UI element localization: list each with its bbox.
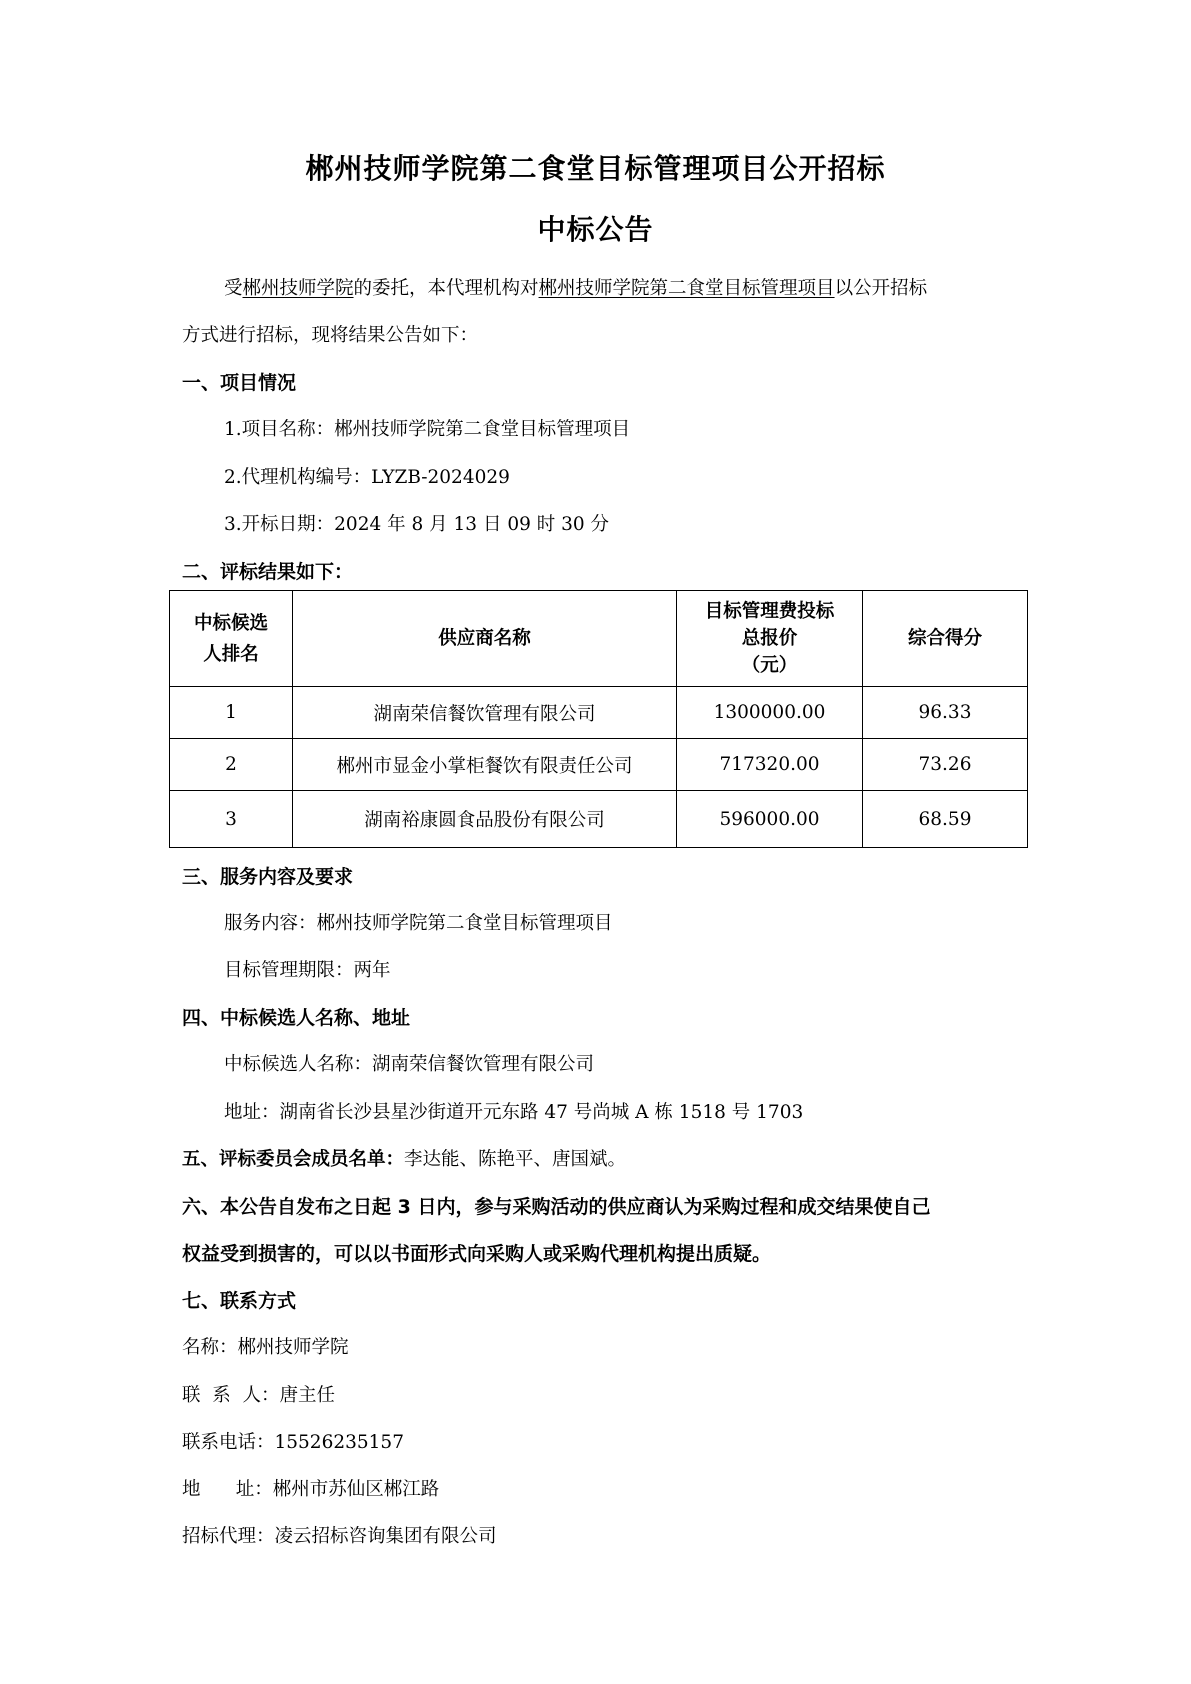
table-header-row <box>170 591 1028 687</box>
table-row <box>170 739 1028 791</box>
header-supplier: 供应商名称 <box>293 591 677 687</box>
candidate-name: 中标候选人名称：湖南荣信餐饮管理有限公司 <box>224 1054 595 1075</box>
contact-person: 联 系 人：唐主任 <box>182 1385 336 1406</box>
section-heading-contact: 七、联系方式 <box>182 1290 297 1312</box>
cell-price: 717320.00 <box>677 739 863 791</box>
section-heading-candidate: 四、中标候选人名称、地址 <box>182 1007 411 1029</box>
committee-members: 李达能、陈艳平、唐国斌。 <box>404 1149 627 1170</box>
table-row <box>170 687 1028 739</box>
candidate-address: 地址：湖南省长沙县星沙街道开元东路 47 号尚城 A 栋 1518 号 1703 <box>224 1102 804 1123</box>
cell-score: 73.26 <box>863 739 1028 791</box>
cell-rank: 2 <box>170 739 293 791</box>
header-score: 综合得分 <box>863 591 1028 687</box>
section-heading-results: 二、评标结果如下： <box>182 561 354 583</box>
cell-score: 68.59 <box>863 791 1028 848</box>
document-title: 郴州技师学院第二食堂目标管理项目公开招标 <box>305 152 886 185</box>
intro-mid: 的委托，本代理机构对 <box>353 278 539 299</box>
objection-notice-line1: 六、本公告自发布之日起 3 日内，参与采购活动的供应商认为采购过程和成交结果使自己 <box>182 1196 931 1218</box>
cell-rank: 3 <box>170 791 293 848</box>
objection-notice-line2: 权益受到损害的，可以以书面形式向采购人或采购代理机构提出质疑。 <box>182 1243 772 1265</box>
cell-score: 96.33 <box>863 687 1028 739</box>
contact-agent: 招标代理：凌云招标咨询集团有限公司 <box>182 1526 497 1547</box>
project-item-date: 3.开标日期：2024 年 8 月 13 日 09 时 30 分 <box>224 514 610 535</box>
service-term: 目标管理期限：两年 <box>224 960 391 981</box>
section-heading-committee: 五、评标委员会成员名单： <box>182 1149 405 1170</box>
cell-supplier: 湖南荣信餐饮管理有限公司 <box>293 687 677 739</box>
client-name: 郴州技师学院 <box>242 278 354 299</box>
project-name: 郴州技师学院第二食堂目标管理项目 <box>538 278 835 299</box>
cell-price: 1300000.00 <box>677 687 863 739</box>
cell-price: 596000.00 <box>677 791 863 848</box>
section-heading-project: 一、项目情况 <box>182 372 297 394</box>
table-row <box>170 791 1028 848</box>
intro-paragraph-cont: 方式进行招标，现将结果公告如下： <box>182 325 479 346</box>
intro-prefix: 受 <box>224 278 243 299</box>
project-item-name: 1.项目名称：郴州技师学院第二食堂目标管理项目 <box>224 419 631 440</box>
service-content: 服务内容：郴州技师学院第二食堂目标管理项目 <box>224 913 613 934</box>
project-item-code: 2.代理机构编号：LYZB-2024029 <box>224 467 510 488</box>
document-subtitle: 中标公告 <box>537 213 654 246</box>
intro-paragraph <box>224 277 927 301</box>
contact-name: 名称：郴州技师学院 <box>182 1337 349 1358</box>
cell-supplier: 湖南裕康圆食品股份有限公司 <box>293 791 677 848</box>
header-rank: 中标候选 人排名 <box>170 591 293 687</box>
cell-supplier: 郴州市显金小掌柜餐饮有限责任公司 <box>293 739 677 791</box>
committee-line <box>182 1148 626 1172</box>
contact-address: 地 址：郴州市苏仙区郴江路 <box>182 1479 440 1500</box>
contact-phone: 联系电话：15526235157 <box>182 1432 404 1453</box>
section-heading-service: 三、服务内容及要求 <box>182 866 354 888</box>
cell-rank: 1 <box>170 687 293 739</box>
results-table <box>169 590 1028 848</box>
header-price: 目标管理费投标 总报价 （元） <box>677 591 863 687</box>
intro-suffix: 以公开招标 <box>834 278 928 299</box>
